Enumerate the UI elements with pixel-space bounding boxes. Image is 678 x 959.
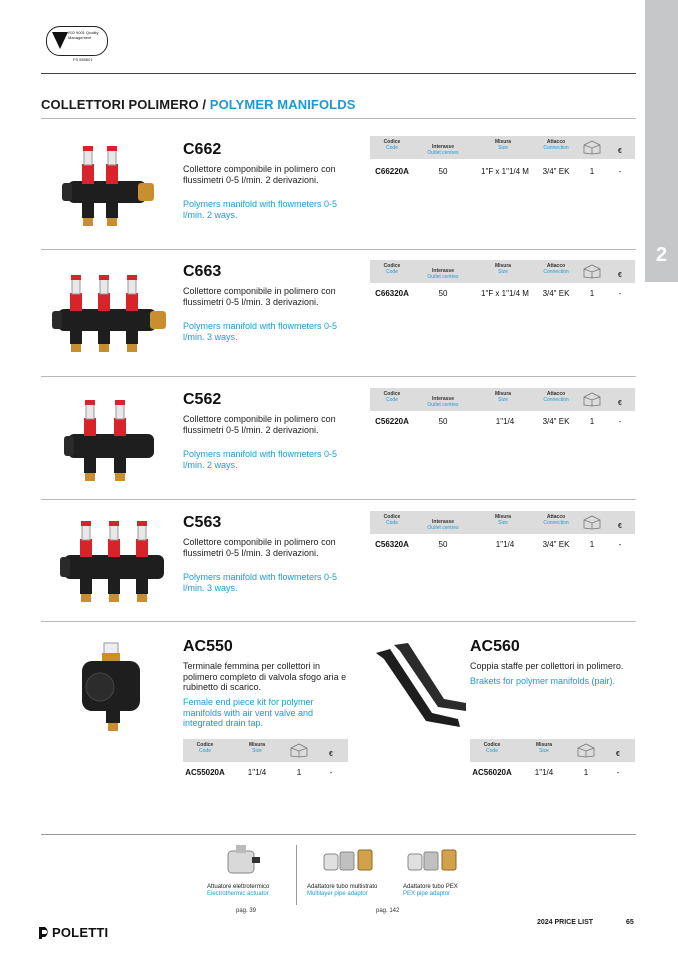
brackets-image	[370, 641, 470, 731]
th-attacco: Attacco Connection	[543, 514, 569, 526]
th-misura: Misura Size	[494, 139, 512, 151]
th-euro: €	[618, 523, 622, 530]
actuator-image	[222, 843, 262, 879]
row-price: -	[618, 540, 622, 549]
product-block-c562	[0, 376, 678, 499]
poletti-logo-icon	[37, 926, 51, 940]
manifold-2way-image	[60, 136, 160, 241]
row-code: C66220A	[375, 167, 409, 176]
product-desc-en: Female end piece kit for polymer manifolds with air vent valve and integrated drain tap.	[183, 697, 314, 728]
row-interasse: 50	[438, 167, 448, 176]
pex-adaptor-image	[406, 846, 460, 878]
page-reference: pag. 39	[236, 908, 257, 914]
row-code: C56320A	[375, 540, 409, 549]
product-desc-en: Polymers manifold with flowmeters 0-5 l/min. 3 ways.	[183, 572, 338, 593]
row-qty: 1	[583, 768, 589, 777]
row-misura: 1"1/4	[247, 768, 267, 777]
box-package-icon	[289, 743, 309, 758]
th-code: Codice Code	[196, 742, 214, 754]
product-code: C562	[183, 391, 222, 408]
row-interasse: 50	[438, 540, 448, 549]
row-attacco: 3/4" EK	[542, 540, 570, 549]
product-block-c563	[0, 499, 678, 621]
bsi-shield-icon	[50, 29, 70, 51]
footer-item-it: Adattatore tubo PEX	[403, 884, 458, 890]
product-desc-en: Brakets for polymer manifolds (pair).	[470, 676, 616, 686]
product-code: C662	[183, 141, 222, 158]
th-code: Codice Code	[483, 742, 501, 754]
th-interasse: Interasse Outlet centres	[427, 396, 459, 408]
cert-code: FS 559601	[73, 57, 93, 62]
product-code: AC560	[470, 638, 520, 655]
row-attacco: 3/4" EK	[542, 417, 570, 426]
th-misura: Misura Size	[535, 742, 553, 754]
footer-divider	[41, 834, 636, 835]
row-interasse: 50	[438, 289, 448, 298]
product-table-header	[470, 739, 635, 762]
box-package-icon	[582, 140, 602, 155]
product-desc-it: Collettore componibile in polimero con flussimetri 0-5 l/min. 3 derivazioni.	[183, 537, 336, 558]
footer-item-en: Electrothermic actuator	[207, 891, 269, 897]
end-piece-image	[72, 639, 152, 734]
footer-item-it: Adattatore tubo multistrato	[307, 884, 378, 890]
table-row	[470, 768, 635, 780]
product-desc-it: Collettore componibile in polimero con flussimetri 0-5 l/min. 2 derivazioni.	[183, 164, 336, 185]
row-price: -	[616, 768, 620, 777]
row-qty: 1	[589, 540, 595, 549]
th-euro: €	[616, 751, 620, 758]
cert-mark: Bsi	[53, 27, 60, 32]
row-qty: 1	[589, 417, 595, 426]
chapter-number: 2	[655, 244, 668, 266]
row-interasse: 50	[438, 417, 448, 426]
table-row	[370, 417, 635, 429]
th-misura: Misura Size	[248, 742, 266, 754]
product-desc-en: Polymers manifold with flowmeters 0-5 l/min. 3 ways.	[183, 321, 338, 342]
product-desc-en: Polymers manifold with flowmeters 0-5 l/min. 2 ways.	[183, 449, 338, 470]
table-row	[370, 289, 635, 301]
product-table-header	[370, 260, 635, 283]
row-misura: 1"F x 1"1/4 M	[481, 289, 529, 298]
box-package-icon	[582, 264, 602, 279]
product-code: C663	[183, 263, 222, 280]
header-divider	[41, 73, 636, 74]
th-code: Codice Code	[383, 263, 401, 275]
th-misura: Misura Size	[494, 263, 512, 275]
th-interasse: Interasse Outlet centres	[427, 519, 459, 531]
row-attacco: 3/4" EK	[542, 167, 570, 176]
footer-item-en: PEX pipe adaptor	[403, 891, 451, 897]
row-code: AC56020A	[472, 768, 512, 777]
th-misura: Misura Size	[494, 514, 512, 526]
footer-item	[403, 884, 458, 898]
table-row	[370, 540, 635, 552]
cert-text: ISO 9001 Quality Management	[68, 30, 99, 40]
product-desc-en: Polymers manifold with flowmeters 0-5 l/min. 2 ways.	[183, 199, 338, 220]
box-package-icon	[582, 392, 602, 407]
row-code: C66320A	[375, 289, 409, 298]
th-euro: €	[618, 400, 622, 407]
section-title-it: COLLETTORI POLIMERO /	[41, 97, 210, 112]
product-block-ac550	[0, 621, 347, 831]
row-misura: 1"1/4	[534, 768, 554, 777]
product-code: C563	[183, 514, 222, 531]
th-euro: €	[329, 751, 333, 758]
row-attacco: 3/4" EK	[542, 289, 570, 298]
th-code: Codice Code	[383, 514, 401, 526]
product-desc-it: Collettore componibile in polimero con flussimetri 0-5 l/min. 2 derivazioni.	[183, 414, 336, 435]
th-interasse: Interasse Outlet centres	[427, 268, 459, 280]
row-misura: 1"1/4	[495, 417, 515, 426]
footer-item-en: Multilayer pipe adaptor	[307, 891, 368, 897]
th-euro: €	[618, 148, 622, 155]
product-code: AC550	[183, 638, 233, 655]
row-code: C56220A	[375, 417, 409, 426]
page-number: 65	[626, 919, 634, 926]
row-price: -	[329, 768, 333, 777]
th-misura: Misura Size	[494, 391, 512, 403]
product-table-header	[370, 136, 635, 159]
product-table-header	[370, 388, 635, 411]
product-desc-it: Collettore componibile in polimero con flussimetri 0-5 l/min. 3 derivazioni.	[183, 286, 336, 307]
footer-item-it: Attuatore elettrotermico	[207, 884, 270, 890]
th-attacco: Attacco Connection	[543, 263, 569, 275]
th-attacco: Attacco Connection	[543, 391, 569, 403]
row-misura: 1"1/4	[495, 540, 515, 549]
th-interasse: Interasse Outlet centres	[427, 144, 459, 156]
th-attacco: Attacco Connection	[543, 139, 569, 151]
product-block-c663	[0, 249, 678, 376]
row-price: -	[618, 167, 622, 176]
section-title	[41, 97, 355, 112]
section-title-en: POLYMER MANIFOLDS	[209, 97, 356, 112]
footer-vertical-divider	[296, 845, 297, 905]
product-desc-it: Coppia staffe per collettori in polimero.	[470, 661, 624, 671]
row-code: AC55020A	[185, 768, 225, 777]
price-list-label: 2024 PRICE LIST	[537, 919, 594, 926]
manifold-3way-image	[58, 513, 170, 613]
product-table-header	[183, 739, 348, 762]
box-package-icon	[582, 515, 602, 530]
product-block-c662	[0, 118, 678, 249]
page-reference: pag. 142	[376, 908, 400, 914]
row-qty: 1	[589, 289, 595, 298]
row-price: -	[618, 417, 622, 426]
product-desc-it: Terminale femmina per collettori in polimero completo di valvola sfogo aria e rubinetto di scarico.	[183, 661, 347, 692]
th-code: Codice Code	[383, 139, 401, 151]
row-qty: 1	[296, 768, 302, 777]
manifold-3way-image	[52, 267, 170, 367]
table-row	[370, 167, 635, 179]
row-misura: 1"F x 1"1/4 M	[481, 167, 529, 176]
th-code: Codice Code	[383, 391, 401, 403]
product-table-header	[370, 511, 635, 534]
manifold-2way-image	[62, 392, 162, 492]
row-qty: 1	[589, 167, 595, 176]
box-package-icon	[576, 743, 596, 758]
row-price: -	[618, 289, 622, 298]
th-euro: €	[618, 272, 622, 279]
footer-item	[307, 884, 377, 898]
multilayer-adaptor-image	[322, 846, 376, 878]
brand-logo: POLETTI	[52, 925, 109, 940]
footer-item	[207, 884, 269, 898]
table-row	[183, 768, 348, 780]
product-block-ac560	[340, 621, 636, 831]
